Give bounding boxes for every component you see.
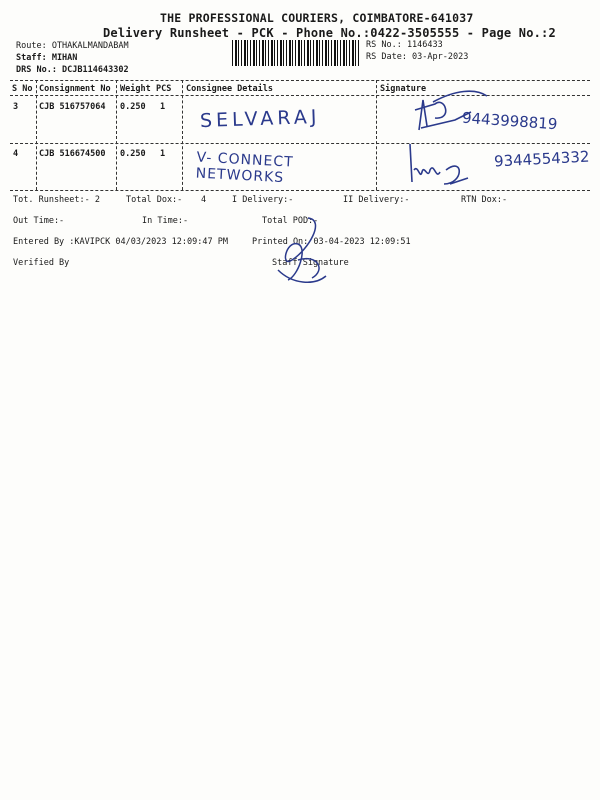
row-consignee-handwritten: SELVARAJ: [199, 105, 321, 133]
header-weight: Weight: [120, 84, 151, 94]
header-consignee: Consignee Details: [186, 84, 273, 94]
row-pcs: 1: [160, 102, 166, 112]
tot-runsheet: Tot. Runsheet:- 2: [13, 195, 100, 205]
staff-signature-label: Staff Signature: [272, 258, 349, 268]
row-phone-handwritten: 9344554332: [493, 147, 590, 171]
runsheet-subtitle: Delivery Runsheet - PCK - Phone No.:0422-3505555 - Page No.:2: [103, 26, 556, 40]
row-weight: 0.250: [120, 149, 146, 159]
row-sno: 3: [13, 102, 19, 112]
in-time: In Time:-: [142, 216, 189, 226]
header-sno: S No: [12, 84, 33, 94]
rs-number: RS No.: 1146433: [366, 40, 443, 50]
out-time: Out Time:-: [13, 216, 65, 226]
barcode-image: [232, 40, 360, 66]
entered-by: Entered By :KAVIPCK 04/03/2023 12:09:47 PM: [13, 237, 228, 247]
company-title: THE PROFESSIONAL COURIERS, COIMBATORE-641037: [160, 11, 474, 25]
row-pcs: 1: [160, 149, 166, 159]
col-divider: [116, 80, 117, 190]
total-dox-label: Total Dox:-: [126, 195, 183, 205]
row-weight: 0.250: [120, 102, 146, 112]
drs-number: DRS No.: DCJB114643302: [16, 65, 129, 75]
row-consignment: CJB 516757064: [39, 102, 106, 112]
ii-delivery: II Delivery:-: [343, 195, 410, 205]
row-divider: [10, 143, 590, 144]
row-consignment: CJB 516674500: [39, 149, 106, 159]
col-divider: [36, 80, 37, 190]
table-header-rule: [10, 95, 590, 96]
col-divider: [182, 80, 183, 190]
verified-by: Verified By: [13, 258, 70, 268]
row-phone-handwritten: 9443998819: [461, 108, 558, 134]
header-pcs: PCS: [156, 84, 172, 94]
col-divider: [376, 80, 377, 190]
signature-scribble: [404, 140, 474, 188]
route-label: Route: OTHAKALMANDABAM: [16, 41, 129, 51]
table-top-rule: [10, 80, 590, 81]
table-bottom-rule: [10, 190, 590, 191]
total-dox-value: 4: [201, 195, 207, 205]
total-pod: Total POD:-: [262, 216, 319, 226]
printed-on: Printed On: 03-04-2023 12:09:51: [252, 237, 411, 247]
rtn-dox: RTN Dox:-: [461, 195, 508, 205]
rs-date: RS Date: 03-Apr-2023: [366, 52, 469, 62]
i-delivery: I Delivery:-: [232, 195, 294, 205]
staff-signature-scribble: [268, 210, 338, 286]
row-sno: 4: [13, 149, 19, 159]
staff-label: Staff: MIHAN: [16, 53, 78, 63]
header-signature: Signature: [380, 84, 427, 94]
row-consignee-handwritten: V- CONNECT NETWORKS: [195, 149, 294, 187]
header-consignment: Consignment No: [39, 84, 111, 94]
